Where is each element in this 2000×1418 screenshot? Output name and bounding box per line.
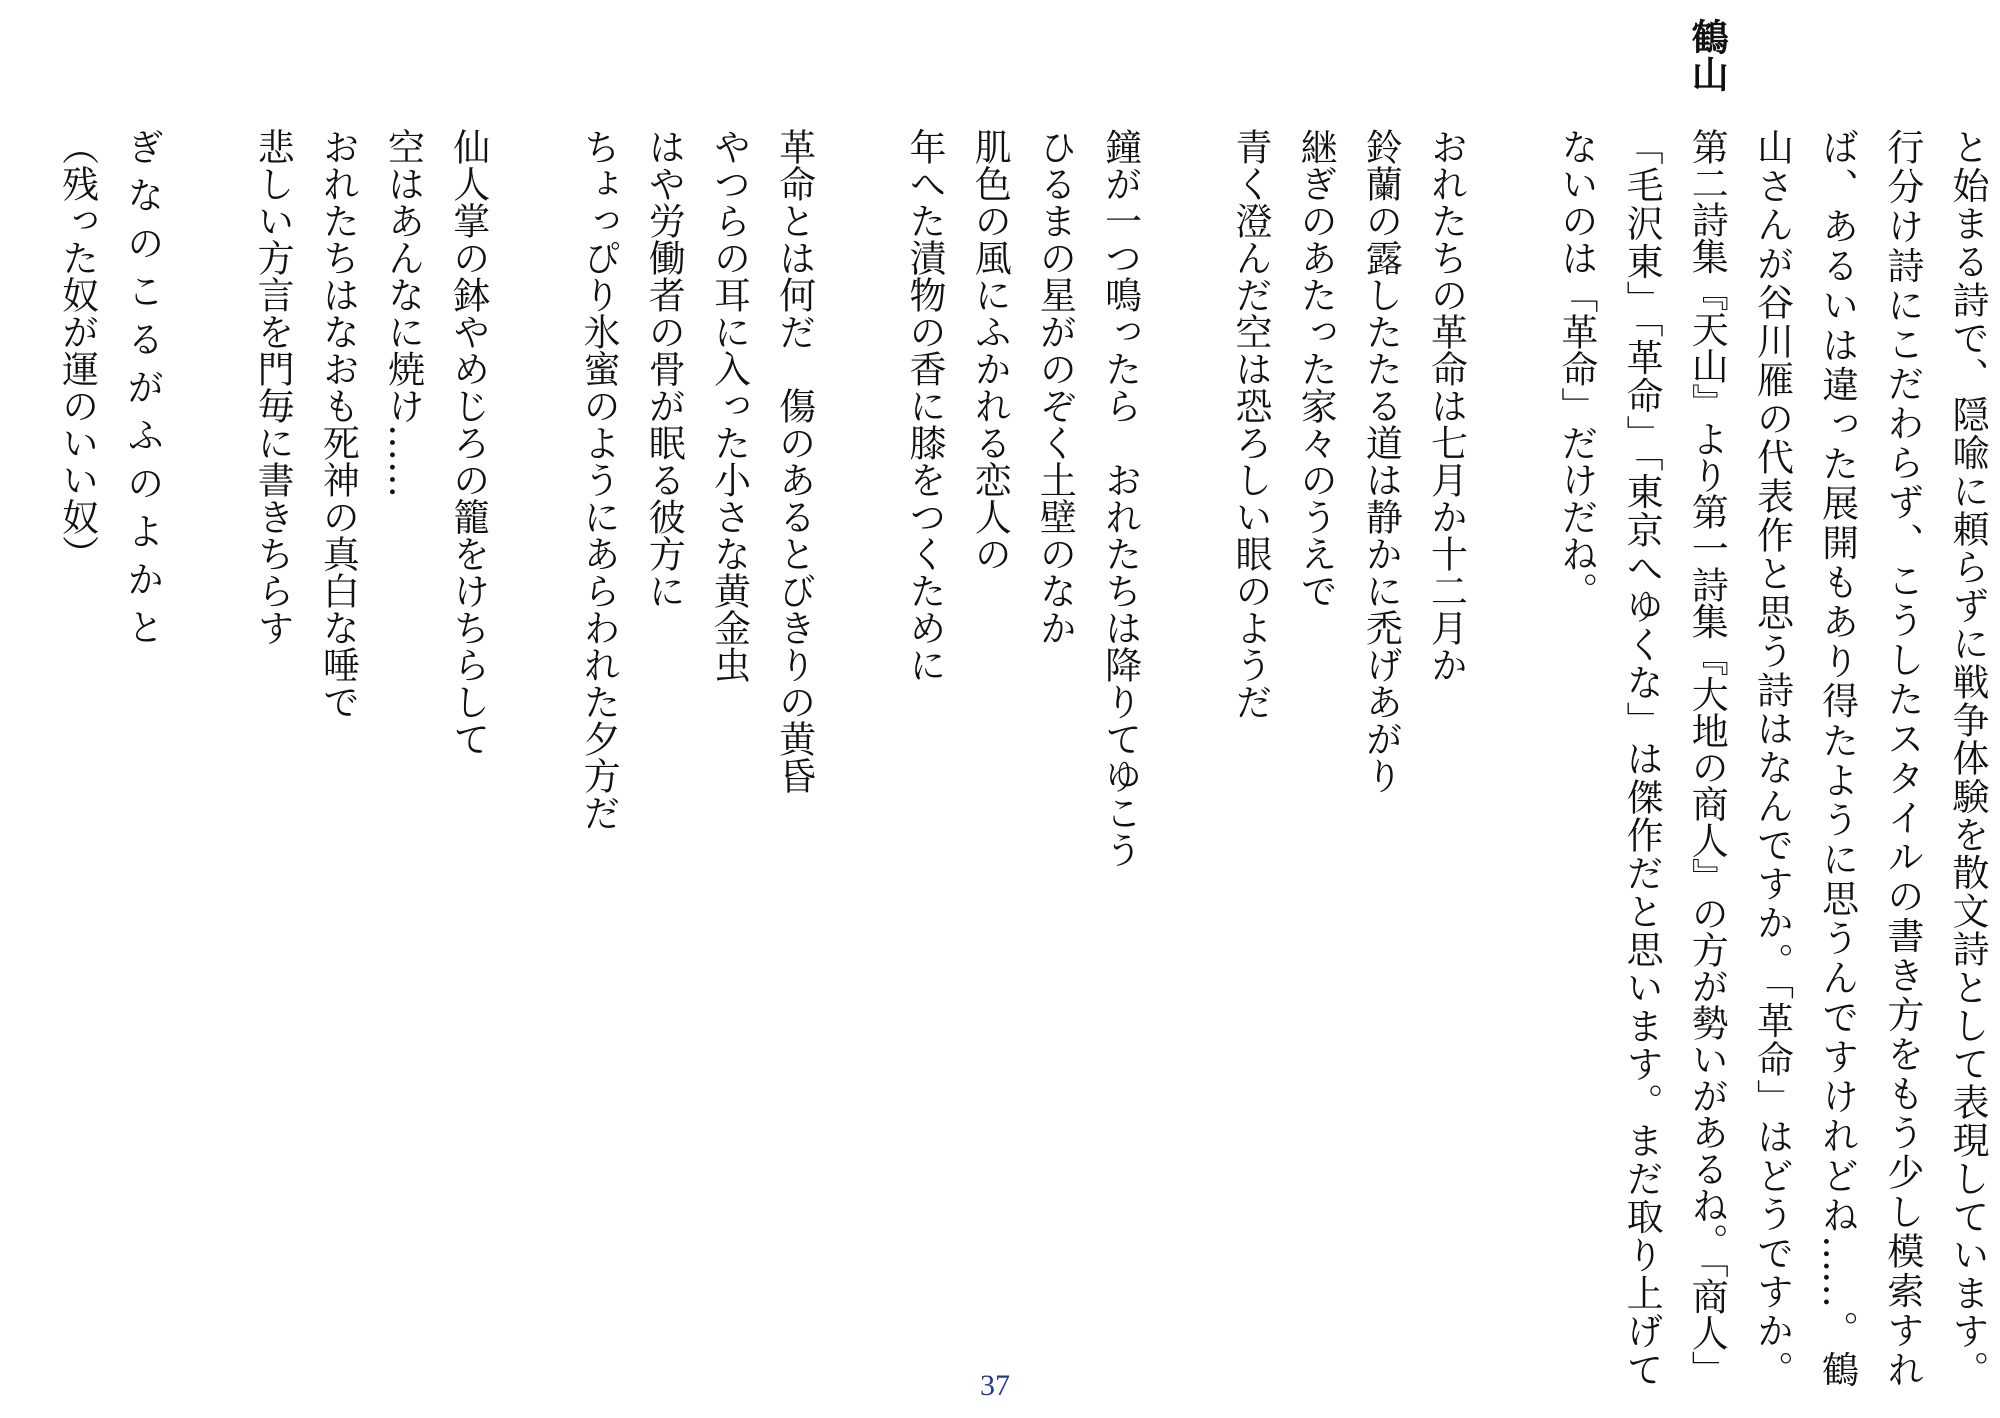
poem-line: 青く澄んだ空は恐ろしい眼のようだ [1228,128,1272,720]
speaker-prose-line: ないのは「革命」だけだね。 [1554,128,1598,609]
poem-line: おれたちはなおも死神の真白な唾で [316,128,360,720]
poem-line: はや労働者の骨が眠る彼方に [642,128,686,609]
poem-line: 継ぎのあたった家々のうえで [1294,128,1338,609]
poem-line: 革命とは何だ 傷のあるとびきりの黄昏 [772,128,816,794]
poem-line-dialect: ぎなのこるがふのよかと [120,128,164,656]
poem-line: 鈴蘭の露したたる道は静かに禿げあがり [1359,128,1403,794]
blank-line [501,128,566,1386]
speaker-prose-line: 「毛沢東」「革命」「東京へゆくな」は傑作だと思います。まだ取り上げて [1620,128,1664,1386]
prose-line: 行分け詩にこだわらず、こうしたスタイルの書き方をもう少し模索すれ [1880,128,1924,1386]
poem-line-gloss: （残った奴が運のいい奴） [55,128,99,572]
prose-line: と始まる詩で、隠喩に頼らずに戦争体験を散文詩として表現しています。 [1946,128,1989,1386]
poem-line: 仙人掌の鉢やめじろの籠をけちらして [446,128,490,757]
blank-line [175,128,240,1386]
prose-line: ば、あるいは違った展開もあり得たように思うんですけれどね……。鶴 [1815,128,1859,1386]
poem-line: 年へた漬物の香に膝をつくために [903,128,946,683]
poem-line: ひるまの星がのぞく土壁のなか [1033,128,1077,646]
blank-line [827,128,892,1386]
poem-line: ちょっぴり氷蜜のようにあらわれた夕方だ [577,128,621,831]
page-number: 37 [980,1369,1010,1402]
vertical-text-block [44,128,2000,1386]
poem-line: おれたちの革命は七月か十二月か [1424,128,1468,683]
blank-line [1479,128,1544,1386]
speaker-prose-line: 第二詩集『天山』より第一詩集『大地の商人』の方が勢いがあるね。「商人」 [1685,128,1729,1386]
speaker-label: 鶴山 [1685,18,1730,92]
poem-line: 空はあんなに焼け…… [381,128,425,498]
poem-line: 鐘が一つ鳴ったら おれたちは降りてゆこう [1098,128,1142,868]
poem-line: 肌色の風にふかれる恋人の [968,128,1012,572]
poem-line: 悲しい方言を門毎に書きちらす [251,128,295,646]
prose-line: 山さんが谷川雁の代表作と思う詩はなんですか。「革命」はどうですか。 [1750,128,1794,1386]
blank-line [1153,128,1218,1386]
poem-line: やつらの耳に入った小さな黄金虫 [707,128,751,683]
